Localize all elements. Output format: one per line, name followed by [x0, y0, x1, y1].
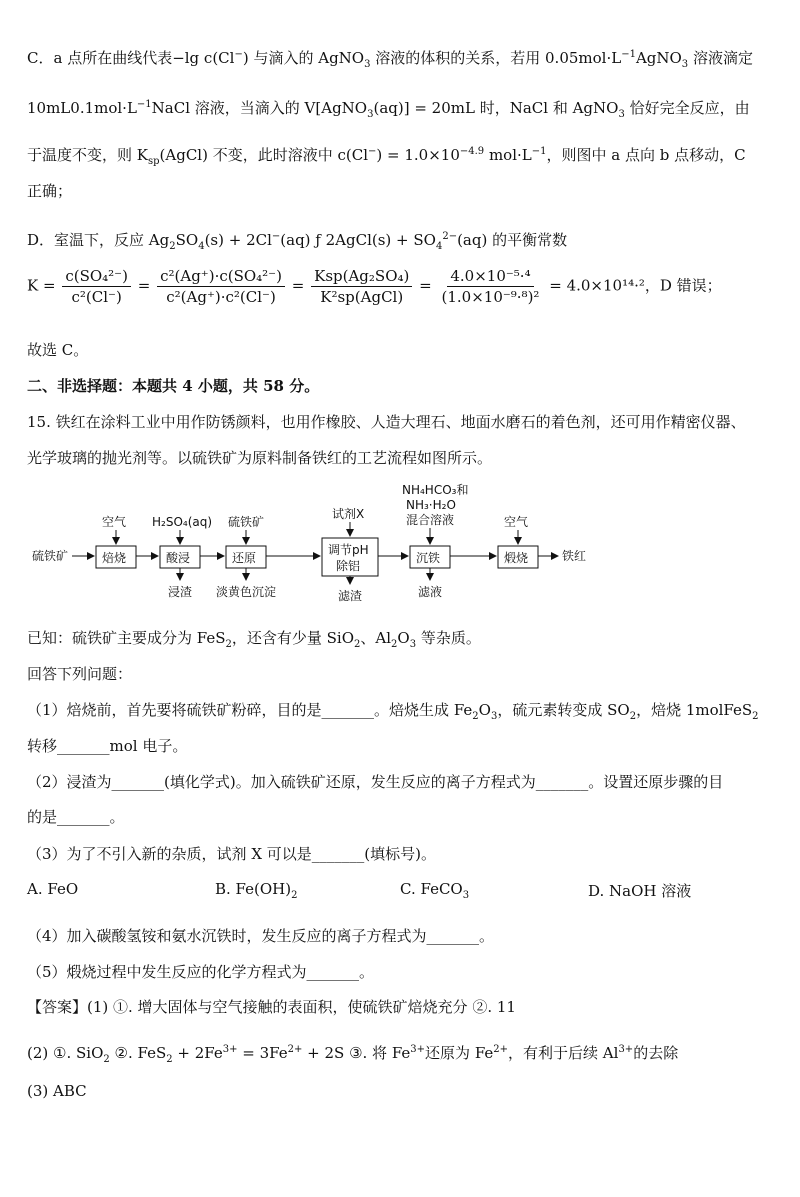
input-pyrite: 硫铁矿 — [228, 515, 265, 529]
input-air-1: 空气 — [102, 515, 127, 529]
input-h2so4: H₂SO₄(aq) — [152, 515, 213, 529]
fraction-3: $\frac{\text{Ksp(Ag₂SO₄)}}{\text{K²sp(AgCl)}}$ — [311, 266, 412, 307]
flow-end: 铁红 — [562, 549, 587, 563]
output-leach-residue: 浸渣 — [168, 585, 193, 599]
step-reduce: 还原 — [232, 551, 257, 565]
step-calcine: 煅烧 — [504, 551, 529, 565]
q15-part5: （5）煅烧过程中发生反应的化学方程式为_______。 — [27, 963, 375, 981]
q15-intro-2: 光学玻璃的抛光剂等。以硫铁矿为原料制备铁红的工艺流程如图所示。 — [27, 449, 493, 467]
answer-prompt: 回答下列问题： — [27, 665, 133, 683]
process-flowchart — [30, 480, 770, 610]
step-precipitate-iron: 沉铁 — [416, 551, 441, 565]
step-adjust-ph: 调节pH — [328, 543, 369, 557]
blank: _______ — [321, 701, 375, 719]
option-c: C. FeCO$_3$ — [400, 880, 470, 901]
conclusion: 故选 C。 — [27, 341, 89, 359]
solution-c-line-1: C．a 点所在曲线代表−lg c(Cl−) 与滴入的 AgNO$_3$ 溶液的体积的关系，若用 $0.05mol\cdot L^{-1}AgNO_3$ 溶液滴定 — [27, 49, 753, 70]
output-yellow-precipitate: 淡黄色沉淀 — [216, 585, 277, 599]
solution-d-line-1: D．室温下，反应 $Ag_2SO_4(s) + 2Cl^-(aq)$ ƒ 2AgCl(s) + $SO_4^{2-}(aq)$ 的平衡常数 — [27, 231, 568, 252]
blank: _______ — [57, 808, 110, 826]
blank: _______ — [111, 773, 165, 791]
flow-start: 硫铁矿 — [32, 549, 69, 563]
option-d: D. NaOH 溶液 — [588, 882, 692, 900]
solution-c-line-4: 正确； — [27, 182, 73, 200]
q15-part1-line1: （1）焙烧前，首先要将硫铁矿粉碎，目的是_______。焙烧生成 $Fe_2O_3$，硫元素转变成 $SO_2$，焙烧 1molFeS$_2$ — [27, 701, 759, 722]
answer-3: (3) ABC — [27, 1082, 87, 1100]
blank: _______ — [57, 737, 110, 755]
section-title: 二、非选择题：本题共 4 小题，共 58 分。 — [27, 377, 320, 395]
q15-part2-line2: 的是_______。 — [27, 808, 125, 826]
q15-intro-1: 15. 铁红在涂料工业中用作防锈颜料，也用作橡胶、人造大理石、地面水磨石的着色剂，还可用作精密仪器、 — [27, 413, 746, 431]
answer-2: (2) ①. SiO$_2$ ②. $FeS_2 + 2Fe^{3+} = 3Fe^{2+} + 2S$ ③. 将 $Fe^{3+}$还原为 $Fe^{2+}$，有利于后续 $Al^{3+}$的去除 — [27, 1044, 679, 1065]
fraction-2: $\frac{\text{c²(Ag⁺)·c(SO₄²⁻)}}{\text{c²(Ag⁺)·c²(Cl⁻)}}$ — [157, 266, 285, 307]
answer-1: 【答案】(1) ①. 增大固体与空气接触的表面积，使硫铁矿焙烧充分 ②. 11 — [27, 998, 516, 1016]
step-roast: 焙烧 — [102, 551, 127, 565]
output-filter-residue: 滤渣 — [338, 589, 363, 603]
option-b: B. $Fe(OH)_2$ — [215, 880, 298, 901]
equilibrium-expression: K = $\frac{\text{c(SO₄²⁻)}}{\text{c²(Cl⁻)}}$ = $\frac{\text{c²(Ag⁺)·c(SO₄²⁻)}}{\text{c²(Ag⁺)·c²(Cl⁻)}}$ = $\frac{\text{Ksp(Ag₂SO₄)}}{\text{K²sp(AgCl)}}$ = $\frac{\text{4.0×10⁻⁵·⁴}}{\text{(1.0×10⁻⁹·⁸)²}}$ = 4.0×10¹⁴·²，D 错误； — [27, 267, 722, 306]
input-air-2: 空气 — [504, 515, 529, 529]
blank: _______ — [306, 963, 360, 981]
fraction-4: $\frac{\text{4.0×10⁻⁵·⁴}}{\text{(1.0×10⁻⁹·⁸)²}}$ — [441, 267, 540, 306]
known-info: 已知：硫铁矿主要成分为 FeS$_2$，还含有少量 SiO$_2$、$Al_2O_3$ 等杂质。 — [27, 629, 481, 650]
input-mixed-solution: 混合溶液 — [406, 513, 455, 527]
step-remove-al: 除铝 — [336, 559, 361, 573]
blank: _______ — [535, 773, 589, 791]
input-nh3h2o: NH₃·H₂O — [406, 498, 456, 512]
q15-part3: （3）为了不引入新的杂质，试剂 X 可以是_______(填标号)。 — [27, 845, 436, 863]
blank: _______ — [311, 845, 365, 863]
solution-c-line-3: 于温度不变，则 $K_{sp}(AgCl)$ 不变，此时溶液中 $c(Cl^-) = 1.0\times 10^{-4.9}$ $mol\cdot L^{-1}$，则图中 a 点向 b 点移动，C — [27, 146, 746, 167]
output-filtrate: 滤液 — [418, 585, 443, 599]
solution-c-line-2: $10mL0.1mol\cdot L^{-1}NaCl$ 溶液，当滴入的 V[AgNO$_3$(aq)] = 20mL 时，NaCl 和 AgNO$_3$ 恰好完全反应，由 — [27, 99, 750, 120]
fraction-1: $\frac{\text{c(SO₄²⁻)}}{\text{c²(Cl⁻)}}$ — [62, 266, 131, 307]
step-acid-leach: 酸浸 — [166, 551, 191, 565]
option-a: A. FeO — [27, 880, 79, 898]
q15-part4: （4）加入碳酸氢铵和氨水沉铁时，发生反应的离子方程式为_______。 — [27, 927, 495, 945]
blank: _______ — [426, 927, 480, 945]
input-reagent-x: 试剂X — [332, 507, 365, 521]
q15-part1-line2: 转移_______mol 电子。 — [27, 737, 188, 755]
q15-part2-line1: （2）浸渣为_______(填化学式)。加入硫铁矿还原，发生反应的离子方程式为_______。设置还原步骤的目 — [27, 773, 724, 791]
input-nh4hco3: NH₄HCO₃和 — [402, 483, 469, 497]
